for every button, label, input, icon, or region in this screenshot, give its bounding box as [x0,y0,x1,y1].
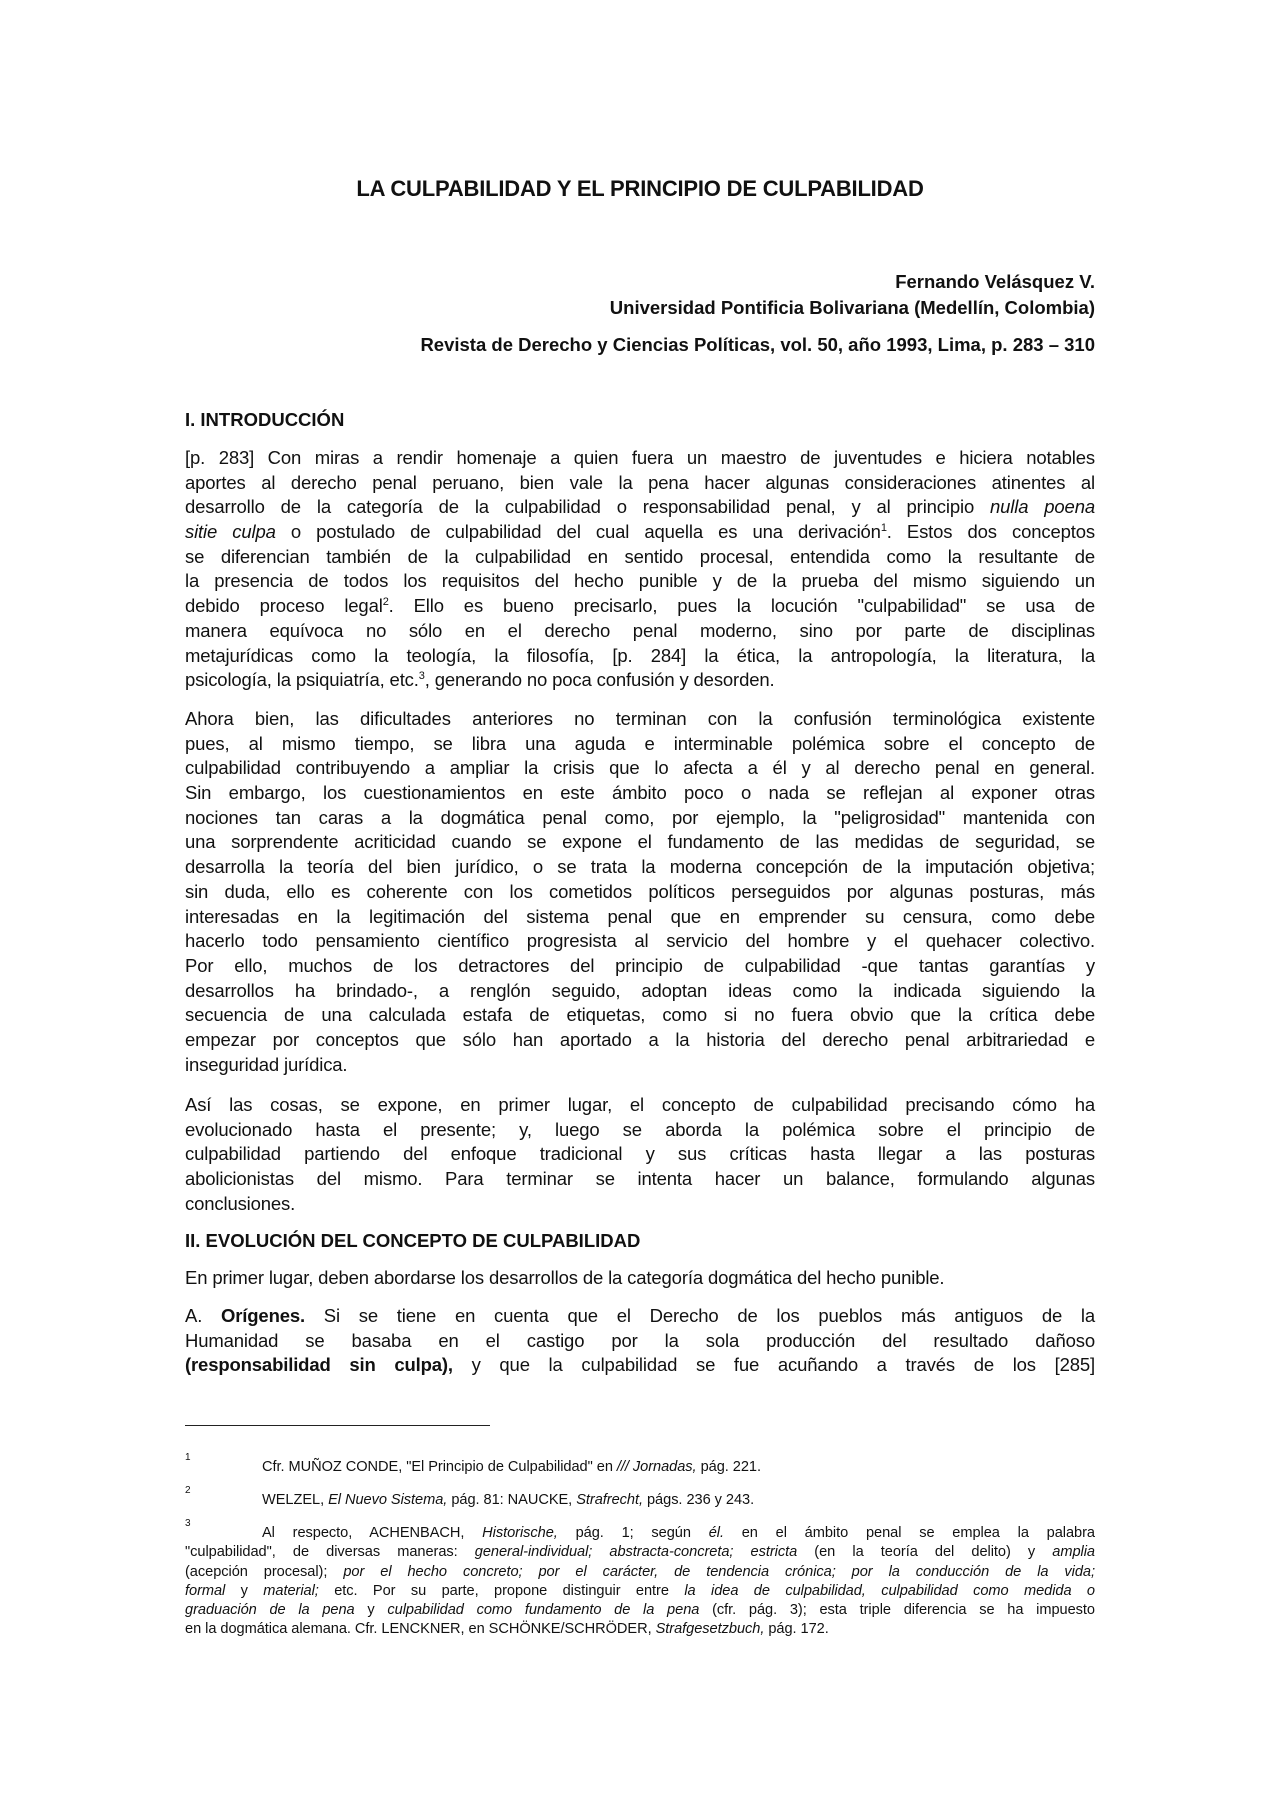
italic-text: amplia [1052,1544,1095,1561]
italic-text: general-individual; abstracta-concreta; estricta [474,1544,798,1561]
footnote-reference: 3 [418,670,425,683]
paragraph [185,1304,1095,1378]
italic-text: culpabilidad como fundamento de la pena [387,1602,700,1619]
text-run: o postulado de culpabilidad del cual aquella es una derivación [275,521,881,543]
italic-text: Historische, [482,1525,558,1541]
text-run: inseguridad jurídica. [185,1053,348,1075]
document-title: LA CULPABILIDAD Y EL PRINCIPIO DE CULPABILIDAD [356,176,924,201]
text-run: A. [185,1305,221,1326]
text-run: pág. 172. [764,1621,829,1638]
italic-text: él. [708,1525,724,1541]
footnote [185,1452,1095,1477]
text-run: en el ámbito penal se emplea la palabra [723,1525,1095,1541]
text-line [185,1118,1095,1143]
text-run: manera equívoca no sólo en el derecho penal moderno, sino por parte de disciplinas [185,619,1095,641]
text-line [185,644,1095,669]
text-line [185,471,1095,496]
author-name: Fernando Velásquez V. [895,271,1095,292]
text-run: desarrollos ha brindado-, a renglón seguido, adoptan ideas como la indicada siguiendo la [185,979,1095,1001]
footnote-number: 2 [185,1485,191,1496]
text-run: etc. Por su parte, propone distinguir entre [318,1582,685,1599]
text-run: sin duda, ello es coherente con los cometidos políticos perseguidos por algunas posturas, más [185,880,1095,902]
text-run: una sorprendente acriticidad cuando se expone el fundamento de las medidas de seguridad, se [185,831,1095,853]
text-line [185,732,1095,757]
text-run: Cfr. MUÑOZ CONDE, "El Principio de Culpabilidad" en [262,1459,617,1475]
footnote-reference: 2 [382,595,389,608]
text-line [185,1266,1095,1291]
italic-text: sitie culpa [185,521,276,543]
paragraph [185,1266,1095,1291]
text-line [185,569,1095,594]
text-run: hacerlo todo pensamiento científico progresista al servicio del hombre y el quehacer colectivo. [185,930,1095,952]
section-heading-introduccion: I. INTRODUCCIÓN [185,409,345,430]
text-run: culpabilidad contribuyendo a ampliar la crisis que lo afecta a él y al derecho penal en general. [185,757,1095,779]
text-line [185,1304,1095,1329]
italic-text: formal [185,1582,226,1599]
text-line [185,1458,1095,1477]
text-run: desarrolla la teoría del bien jurídico, o se trata la moderna concepción de la imputación objetiva; [185,856,1095,878]
text-run: nociones tan caras a la dogmática penal como, por ejemplo, la "peligrosidad" mantenida con [185,806,1095,828]
text-run: Humanidad se basaba en el castigo por la sola producción del resultado dañoso [185,1329,1095,1351]
text-line [185,446,1095,471]
italic-text: Strafgesetzbuch, [655,1621,765,1638]
text-run: (acepción procesal); [185,1563,344,1580]
text-line [185,1329,1095,1354]
text-run: (en la teoría del delito) y [797,1544,1053,1561]
text-run: y que la culpabilidad se fue acuñando a través de los [285] [452,1354,1095,1376]
text-line [185,1028,1095,1053]
text-run: , generando no poca confusión y desorden. [424,669,775,691]
text-run: evolucionado hasta el presente; y, luego se aborda la polémica sobre el principio de [185,1118,1095,1140]
italic-text: graduación de la pena [185,1602,355,1619]
text-run: págs. 236 y 243. [642,1492,755,1508]
italic-text: material; [263,1582,319,1599]
text-run: debido proceso legal [185,595,383,617]
text-run: conclusiones. [185,1192,296,1214]
footnote-number: 1 [185,1452,191,1463]
text-run: secuencia de una calculada estafa de etiquetas, como si no fuera obvio que la crítica debe [185,1004,1095,1026]
text-run: metajurídicas como la teología, la filosofía, [p. 284] la ética, la antropología, la literatura, la [185,644,1095,666]
text-line [185,905,1095,930]
text-run: Ahora bien, las dificultades anteriores no terminan con la confusión terminológica existente [185,708,1095,729]
text-line [185,781,1095,806]
text-line [185,855,1095,880]
italic-text: nulla poena [990,496,1095,518]
text-run: (cfr. pág. 3); esta triple diferencia se ha impuesto [699,1602,1095,1619]
text-line [185,979,1095,1004]
text-run: Así las cosas, se expone, en primer lugar, el concepto de culpabilidad precisando cómo ha [185,1094,1095,1115]
text-run: pág. 81: NAUCKE, [447,1492,577,1508]
section-heading-evolucion: II. EVOLUCIÓN DEL CONCEPTO DE CULPABILIDAD [185,1230,641,1251]
text-run: se diferencian también de la culpabilidad en sentido procesal, entendida como la resultante de [185,545,1095,567]
bold-text: (responsabilidad sin culpa), [185,1354,453,1376]
italic-text: El Nuevo Sistema, [328,1492,448,1508]
text-line [185,1142,1095,1167]
footnote [185,1485,1095,1510]
footnote-separator [185,1425,490,1426]
author-affiliation: Universidad Pontificia Bolivariana (Medellín, Colombia) [609,297,1095,318]
publication-citation: Revista de Derecho y Ciencias Políticas, vol. 50, año 1993, Lima, p. 283 – 310 [420,334,1095,355]
text-line [185,495,1095,520]
text-line [185,1353,1095,1378]
text-line [185,880,1095,905]
text-run: [p. 283] Con miras a rendir homenaje a quien fuera un maestro de juventudes e hiciera notables [185,447,1095,468]
italic-text: /// Jornadas, [616,1459,697,1475]
text-run: y [225,1582,264,1599]
text-line [185,594,1095,619]
text-line [185,520,1095,545]
text-run: . Estos dos conceptos [886,521,1096,543]
text-run: psicología, la psiquiatría, etc. [185,669,419,691]
text-line [185,1601,1095,1620]
text-line [185,1491,1095,1510]
text-line [185,619,1095,644]
text-line [185,707,1095,732]
text-run: En primer lugar, deben abordarse los desarrollos de la categoría dogmática del hecho punible. [185,1267,945,1288]
text-run: culpabilidad partiendo del enfoque tradicional y sus críticas hasta llegar a las posturas [185,1143,1095,1165]
text-line [185,668,1095,693]
text-run: pág. 1; según [557,1525,709,1541]
text-line [185,806,1095,831]
text-line [185,1543,1095,1562]
italic-text: Strafrecht, [576,1492,643,1508]
footnote-reference: 1 [880,521,887,534]
paragraph [185,1093,1095,1216]
text-run: y [354,1602,388,1619]
text-line [185,1167,1095,1192]
text-run: la presencia de todos los requisitos del hecho punible y de la prueba del mismo siguiendo un [185,570,1095,592]
text-line [185,1524,1095,1543]
text-line [185,1620,1095,1639]
text-line [185,929,1095,954]
text-run: Sin embargo, los cuestionamientos en este ámbito poco o nada se reflejan al exponer otras [185,782,1095,804]
text-run: pág. 221. [696,1459,761,1475]
text-run: interesadas en la legitimación del sistema penal que en emprender su censura, como debe [185,905,1095,927]
text-line [185,1003,1095,1028]
paragraph [185,707,1095,1077]
text-run: pues, al mismo tiempo, se libra una aguda e interminable polémica sobre el concepto de [185,732,1095,754]
text-line [185,1563,1095,1582]
text-line [185,756,1095,781]
text-run: Al respecto, ACHENBACH, [262,1525,483,1541]
text-run: . Ello es bueno precisarlo, pues la locución "culpabilidad" se usa de [388,595,1095,617]
italic-text: por el hecho concreto; por el carácter, de tendencia crónica; por la conducción de la vida; [343,1563,1095,1580]
italic-text: la idea de culpabilidad, culpabilidad como medida o [684,1582,1095,1599]
footnote-number: 3 [185,1518,191,1529]
text-run: aportes al derecho penal peruano, bien vale la pena hacer algunas consideraciones atinentes al [185,471,1095,493]
text-run: Si se tiene en cuenta que el Derecho de los pueblos más antiguos de la [305,1305,1096,1326]
text-run: "culpabilidad", de diversas maneras: [185,1544,475,1561]
footnote [185,1518,1095,1640]
text-run: desarrollo de la categoría de la culpabilidad o responsabilidad penal, y al principio [185,496,991,518]
text-run: WELZEL, [262,1492,329,1508]
bold-text: Orígenes. [221,1305,305,1326]
text-line [185,954,1095,979]
text-line [185,1053,1095,1078]
text-run: empezar por conceptos que sólo han aportado a la historia del derecho penal arbitrariedad e [185,1028,1095,1050]
text-run: en la dogmática alemana. Cfr. LENCKNER, en SCHÖNKE/SCHRÖDER, [185,1621,656,1638]
text-line [185,1192,1095,1217]
text-line [185,1582,1095,1601]
text-line [185,830,1095,855]
paragraph [185,446,1095,693]
text-line [185,1093,1095,1118]
text-run: Por ello, muchos de los detractores del principio de culpabilidad -que tantas garantías y [185,954,1095,976]
text-run: abolicionistas del mismo. Para terminar se intenta hacer un balance, formulando algunas [185,1168,1095,1190]
text-line [185,545,1095,570]
